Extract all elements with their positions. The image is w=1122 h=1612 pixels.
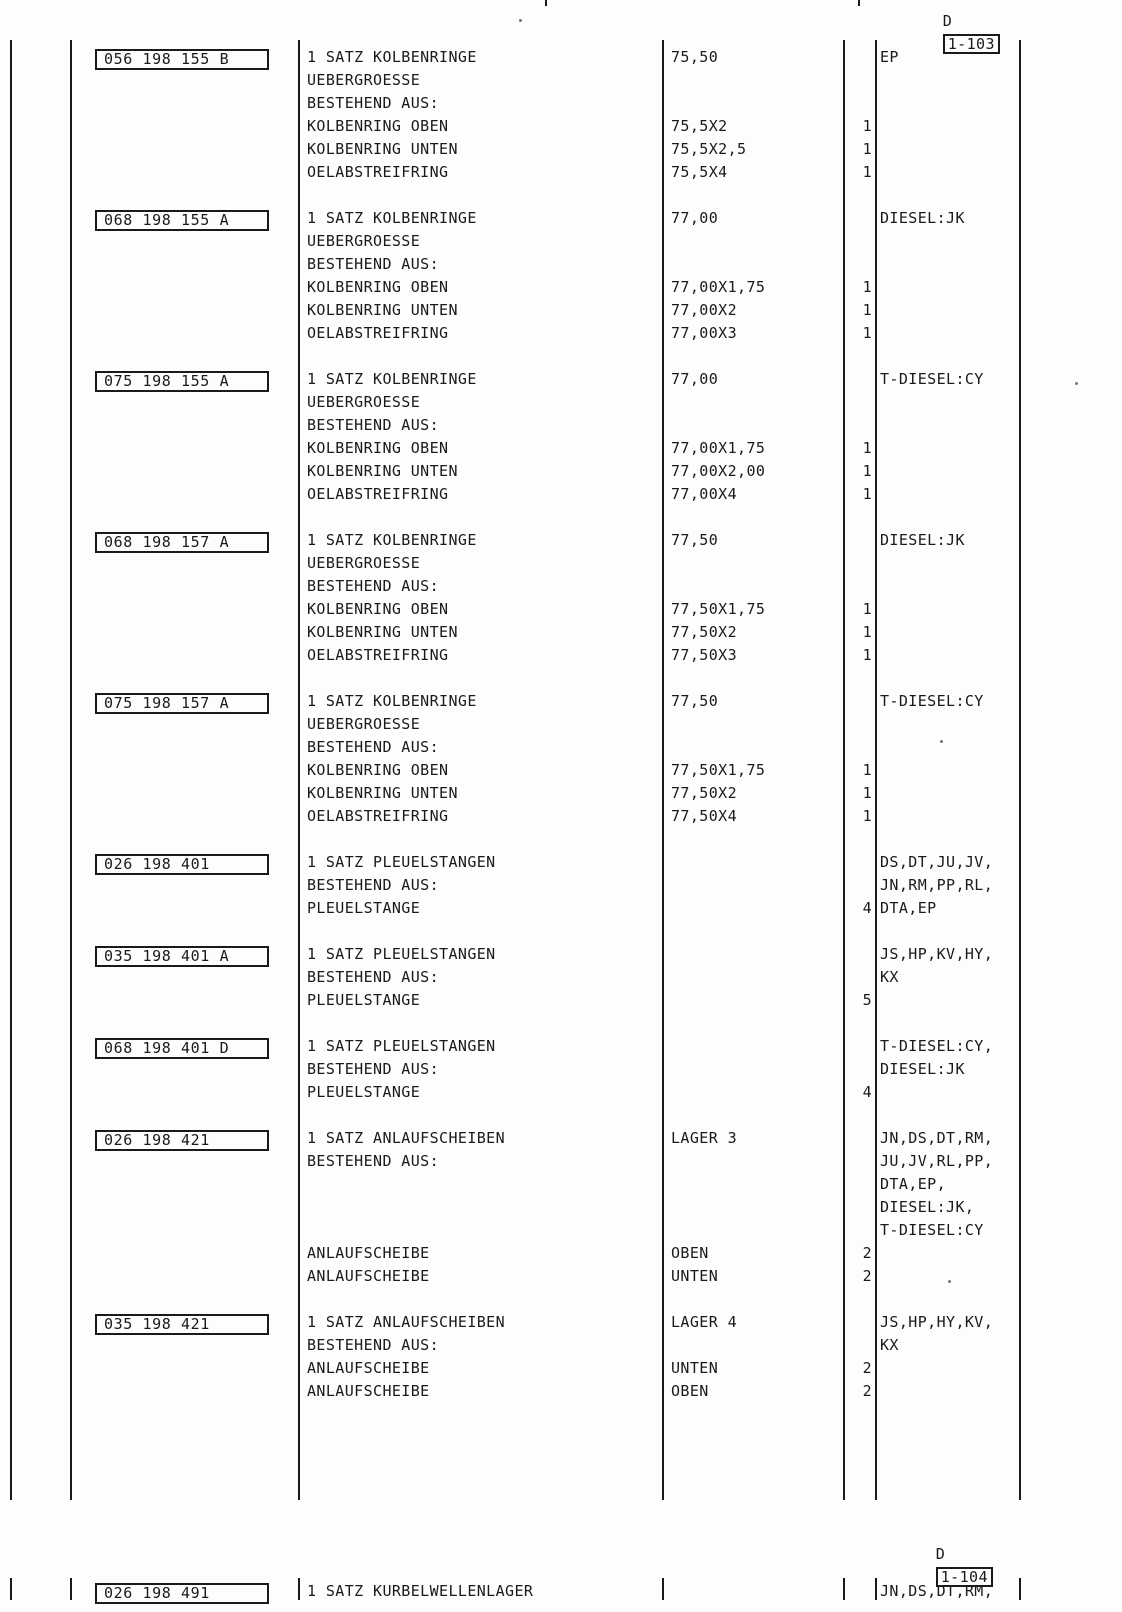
remark: DTA,EP, [880,1175,947,1193]
column-rule-2 [70,40,72,1500]
part-description: 1 SATZ PLEUELSTANGEN [307,945,496,963]
part-description: BESTEHEND AUS: [307,416,440,434]
part-description: 1 SATZ KOLBENRINGE [307,692,477,710]
next-note: JN,DS,DT,RM, [880,1582,994,1600]
part-description: BESTEHEND AUS: [307,577,440,595]
column-rule-5 [843,40,845,1500]
dimension: 77,00 [671,209,719,227]
part-description: ANLAUFSCHEIBE [307,1267,430,1285]
part-description: 1 SATZ ANLAUFSCHEIBEN [307,1313,506,1331]
part-number: 068 198 157 A [95,532,269,553]
dimension: 77,50X3 [671,646,738,664]
part-description: ANLAUFSCHEIBE [307,1359,430,1377]
page-reference-top [905,0,1000,79]
part-description: BESTEHEND AUS: [307,255,440,273]
next-column-rule-6 [875,1578,877,1600]
next-column-rule-5 [843,1578,845,1600]
part-description: KOLBENRING OBEN [307,439,449,457]
part-description: BESTEHEND AUS: [307,968,440,986]
next-column-rule-2 [70,1578,72,1600]
part-description: BESTEHEND AUS: [307,1152,440,1170]
part-number: 026 198 421 [95,1130,269,1151]
remark: DTA,EP [880,899,937,917]
part-description: 1 SATZ ANLAUFSCHEIBEN [307,1129,506,1147]
dimension: 77,00X3 [671,324,738,342]
dimension: 75,5X4 [671,163,728,181]
dimension: UNTEN [671,1359,719,1377]
part-description: OELABSTREIFRING [307,646,449,664]
remark: DS,DT,JU,JV, [880,853,994,871]
quantity: 1 [862,623,872,641]
part-description: PLEUELSTANGE [307,991,421,1009]
quantity: 1 [862,324,872,342]
dimension: 77,00 [671,370,719,388]
remark: T-DIESEL:CY, [880,1037,994,1055]
part-description: BESTEHEND AUS: [307,94,440,112]
page-ref-prefix: D [935,1545,946,1563]
quantity: 1 [862,163,872,181]
part-description: UEBERGROESSE [307,232,421,250]
part-description: KOLBENRING OBEN [307,278,449,296]
quantity: 4 [862,899,872,917]
remark: EP [880,48,899,66]
dimension: OBEN [671,1244,709,1262]
part-description: UEBERGROESSE [307,393,421,411]
dimension: 75,50 [671,48,719,66]
remark: DIESEL:JK, [880,1198,975,1216]
dimension: 77,00X1,75 [671,439,766,457]
top-tick-2 [858,0,860,6]
part-description: OELABSTREIFRING [307,163,449,181]
remark: KX [880,968,899,986]
quantity: 1 [862,807,872,825]
part-description: 1 SATZ PLEUELSTANGEN [307,1037,496,1055]
dimension: UNTEN [671,1267,719,1285]
next-column-rule-4 [662,1578,664,1600]
remark: JN,RM,PP,RL, [880,876,994,894]
part-description: 1 SATZ PLEUELSTANGEN [307,853,496,871]
quantity: 2 [862,1244,872,1262]
remark: T-DIESEL:CY [880,692,984,710]
part-number: 035 198 401 A [95,946,269,967]
part-number: 068 198 155 A [95,210,269,231]
part-description: BESTEHEND AUS: [307,738,440,756]
dimension: LAGER 3 [671,1129,738,1147]
dimension: 77,00X4 [671,485,738,503]
dimension: 77,50X4 [671,807,738,825]
quantity: 1 [862,600,872,618]
part-description: KOLBENRING OBEN [307,117,449,135]
part-description: PLEUELSTANGE [307,1083,421,1101]
quantity: 1 [862,301,872,319]
part-description: 1 SATZ KOLBENRINGE [307,531,477,549]
part-number: 026 198 401 [95,854,269,875]
column-rule-3 [298,40,300,1500]
column-rule-4 [662,40,664,1500]
quantity: 2 [862,1382,872,1400]
part-description: ANLAUFSCHEIBE [307,1382,430,1400]
quantity: 1 [862,646,872,664]
part-number: 056 198 155 B [95,49,269,70]
part-description: OELABSTREIFRING [307,324,449,342]
part-description: PLEUELSTANGE [307,899,421,917]
remark: DIESEL:JK [880,1060,965,1078]
next-column-rule-3 [298,1578,300,1600]
dimension: 77,50 [671,692,719,710]
remark: DIESEL:JK [880,531,965,549]
quantity: 1 [862,278,872,296]
top-tick-1 [545,0,547,6]
part-description: ANLAUFSCHEIBE [307,1244,430,1262]
remark: KX [880,1336,899,1354]
quantity: 5 [862,991,872,1009]
quantity: 1 [862,485,872,503]
next-column-rule-7 [1019,1578,1021,1600]
part-description: BESTEHEND AUS: [307,1336,440,1354]
part-description: BESTEHEND AUS: [307,1060,440,1078]
part-number: 075 198 157 A [95,693,269,714]
remark: DIESEL:JK [880,209,965,227]
dimension: 75,5X2,5 [671,140,747,158]
part-description: BESTEHEND AUS: [307,876,440,894]
part-description: 1 SATZ KOLBENRINGE [307,48,477,66]
part-description: UEBERGROESSE [307,554,421,572]
part-description: KOLBENRING UNTEN [307,301,458,319]
part-number: 075 198 155 A [95,371,269,392]
part-description: OELABSTREIFRING [307,807,449,825]
page-ref-prefix: D [942,12,953,30]
dimension: 77,50X2 [671,784,738,802]
quantity: 1 [862,761,872,779]
part-description: KOLBENRING UNTEN [307,462,458,480]
part-description: 1 SATZ KOLBENRINGE [307,370,477,388]
part-number: 035 198 421 [95,1314,269,1335]
dimension: 77,00X1,75 [671,278,766,296]
scan-speck [1075,382,1078,385]
scan-speck [519,19,522,22]
remark: T-DIESEL:CY [880,1221,984,1239]
quantity: 2 [862,1267,872,1285]
dimension: 77,50X1,75 [671,600,766,618]
page-ref-number: 1-104 [936,1567,993,1587]
column-rule-1 [10,40,12,1500]
quantity: 4 [862,1083,872,1101]
next-description: 1 SATZ KURBELWELLENLAGER [307,1582,534,1600]
part-description: OELABSTREIFRING [307,485,449,503]
part-description: KOLBENRING UNTEN [307,140,458,158]
part-description: KOLBENRING OBEN [307,600,449,618]
quantity: 1 [862,462,872,480]
part-description: KOLBENRING OBEN [307,761,449,779]
dimension: 77,00X2 [671,301,738,319]
page-ref-number: 1-103 [943,34,1000,54]
part-description: KOLBENRING UNTEN [307,623,458,641]
dimension: 77,00X2,00 [671,462,766,480]
dimension: 77,50X1,75 [671,761,766,779]
part-number: 068 198 401 D [95,1038,269,1059]
column-rule-6 [875,40,877,1500]
dimension: OBEN [671,1382,709,1400]
remark: JU,JV,RL,PP, [880,1152,994,1170]
column-rule-7 [1019,40,1021,1500]
scan-speck [948,1280,951,1283]
quantity: 1 [862,117,872,135]
part-description: KOLBENRING UNTEN [307,784,458,802]
part-description: UEBERGROESSE [307,715,421,733]
remark: JS,HP,KV,HY, [880,945,994,963]
remark: JS,HP,HY,KV, [880,1313,994,1331]
dimension: 77,50 [671,531,719,549]
quantity: 1 [862,784,872,802]
part-description: UEBERGROESSE [307,71,421,89]
next-part-number: 026 198 491 [95,1583,269,1604]
dimension: 77,50X2 [671,623,738,641]
dimension: LAGER 4 [671,1313,738,1331]
quantity: 1 [862,140,872,158]
remark: T-DIESEL:CY [880,370,984,388]
scan-speck [940,740,943,743]
part-description: 1 SATZ KOLBENRINGE [307,209,477,227]
quantity: 1 [862,439,872,457]
quantity: 2 [862,1359,872,1377]
remark: JN,DS,DT,RM, [880,1129,994,1147]
dimension: 75,5X2 [671,117,728,135]
next-column-rule-1 [10,1578,12,1600]
